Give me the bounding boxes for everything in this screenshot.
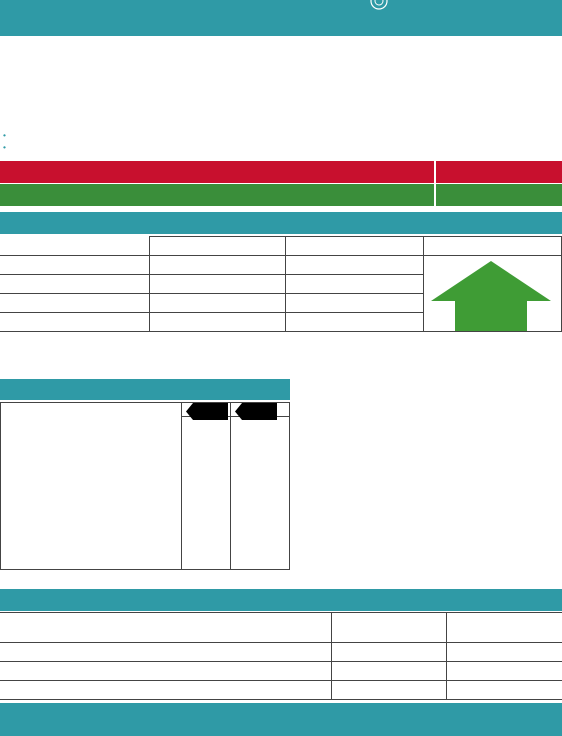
costs-banner [0,161,562,183]
row-label [0,294,150,313]
table-row [0,681,562,700]
table-row [0,662,562,681]
measure-saving [446,643,562,662]
header-savings [446,613,562,643]
actions-table [0,612,562,700]
measure-cost [331,681,446,700]
costs-table [0,236,424,332]
header-potential-costs [286,237,424,256]
totals-label [0,313,150,332]
crest-icon [368,0,390,12]
table-row [0,294,424,313]
measure-saving [446,681,562,700]
use-doc-bullet-1: • [3,130,6,140]
rating-explanation [295,404,555,409]
rating-bands [4,431,179,557]
header-current-costs [150,237,286,256]
rating-chart [0,402,290,570]
row-current [150,275,286,294]
use-doc-bullet-2: • [3,142,6,152]
details-right [280,67,562,109]
costs-section-header [0,212,562,234]
header-bar [0,0,562,36]
footer-advice [0,703,562,736]
actions-section-header [0,589,562,611]
table-row [0,275,424,294]
current-rating-arrow [186,403,228,420]
save-banner [0,184,562,206]
measure-cost [331,643,446,662]
measure-saving [446,662,562,681]
header-cost [331,613,446,643]
row-label [0,275,150,294]
rating-section-header [0,379,290,400]
row-potential [286,294,424,313]
potential-rating-arrow [235,403,277,420]
details-left [0,67,270,109]
savings-arrow-icon [431,261,551,331]
measure-cost [331,662,446,681]
savings-panel [424,236,562,332]
totals-current [150,313,286,332]
totals-potential [286,313,424,332]
row-potential [286,256,424,275]
row-potential [286,275,424,294]
row-label [0,256,150,275]
table-row [0,643,562,662]
row-current [150,294,286,313]
table-row [0,256,424,275]
totals-row [0,313,424,332]
header-measures [0,613,331,643]
row-current [150,256,286,275]
